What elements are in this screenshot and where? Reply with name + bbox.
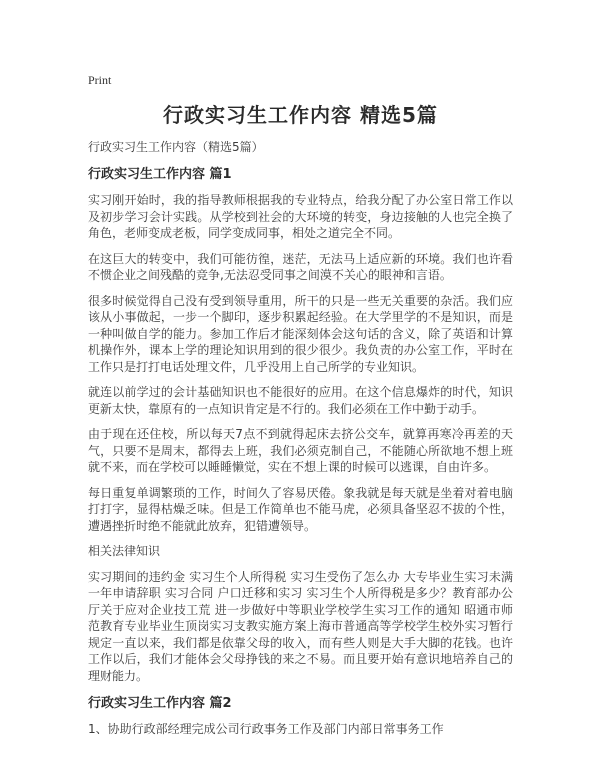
section-heading-2: 行政实习生工作内容 篇2 <box>88 696 232 711</box>
paragraph-3: 很多时候觉得自己没有受到领导重用，所干的只是一些无关重要的杂活。我们应该从小事做起，一步一个脚印，逐步积累起经验。在大学里学的不是知识，而是一种叫做自学的能力。参加工作后才能深刻体会这句话的含义，除了英语和计算机操作外，课本上学的理论知识用到的很少很少。我负责的办公室工作，平时在工作只是打打电话处理文件，几乎没用上自己所学的专业知识。 <box>88 293 513 374</box>
related-law-knowledge-label: 相关法律知识 <box>88 544 161 558</box>
paragraph-9: 1、协助行政部经理完成公司行政事务工作及部门内部日常事务工作 <box>88 722 444 736</box>
paragraph-6: 每日重复单调繁琐的工作，时间久了容易厌倦。象我就是每天就是坐着对着电脑打打字，显得枯燥乏味。但是工作简单也不能马虎，必须具备坚忍不拔的个性，遭遇挫折时绝不能就此放弃，犯错遭领导。 <box>88 485 513 533</box>
paragraph-8: 实习期间的违约金 实习生个人所得税 实习生受伤了怎么办 大专毕业生实习未满一年申请辞职 实习合同 户口迁移和实习 实习生个人所得税是多少？教育部办公厅关于应对企业技工荒 进一步做好中等职业学校学生实习工作的通知 昭通市师范教育专业毕业生顶岗实习支教实施方案上海市普通高等学校学生校外实习暂行规定一直以来，我们都是依靠父母的收入，而有些人则是大手大脚的花钱。也许工作以后，我们才能体会父母挣钱的来之不易。而且要开始有意识地培养自己的理财能力。 <box>88 569 513 683</box>
paragraph-1: 实习刚开始时，我的指导教师根据我的专业特点，给我分配了办公室日常工作以及初步学习会计实践。从学校到社会的大环境的转变，身边接触的人也完全换了角色，老师变成老板，同学变成同事，相处之道完全不同。 <box>88 193 513 240</box>
paragraph-2: 在这巨大的转变中，我们可能彷徨，迷茫，无法马上适应新的环境。我们也许看不惯企业之间残酷的竞争,无法忍受同事之间漠不关心的眼神和言语。 <box>88 251 513 282</box>
section-heading-1: 行政实习生工作内容 篇1 <box>88 167 232 182</box>
print-button[interactable]: Print <box>88 73 112 87</box>
page-title: 行政实习生工作内容 精选5篇 <box>163 103 438 127</box>
paragraph-4: 就连以前学过的会计基础知识也不能很好的应用。在这个信息爆炸的时代，知识更新太快，靠原有的一点知识肯定是不行的。我们必须在工作中勤于动手。 <box>88 385 513 416</box>
document-subtitle: 行政实习生工作内容（精选5篇） <box>88 140 264 154</box>
paragraph-5: 由于现在还住校，所以每天7点不到就得起床去挤公交车，就算再寒冷再差的天气，只要不是周末，都得去上班，我们必须克制自己，不能随心所欲地不想上班就不来，而在学校可以睡睡懒觉，实在不想上课的时候可以逃课，自由许多。 <box>88 427 513 474</box>
